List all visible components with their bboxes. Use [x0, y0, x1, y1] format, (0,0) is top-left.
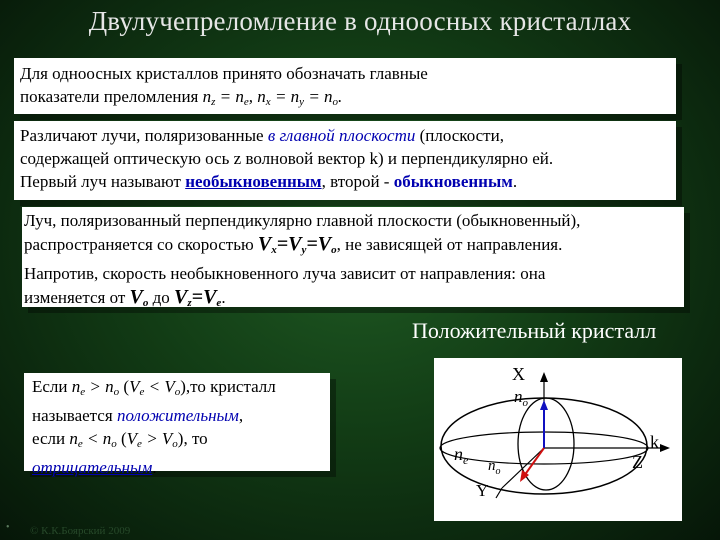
label-no-top: $n_o$ [514, 387, 528, 409]
label-no-bottom: $n_o$ [488, 458, 501, 477]
velocity-line-4: изменяется от $V_o$ до $V_z=V_e$. [24, 285, 226, 309]
index-ellipsoid-diagram [434, 358, 682, 521]
positive-crystal-heading: Положительный кристалл [412, 318, 657, 343]
footer-copyright: © К.К.Боярский 2009 [30, 525, 131, 537]
label-k: k [650, 432, 659, 452]
velocity-line-3: Напротив, скорость необыкновенного луча зависит от направления: она [24, 264, 546, 283]
rays-line-1: Различают лучи, поляризованные в главной плоскости (плоскости, [20, 126, 504, 145]
velocity-line-2: распространяется со скоростью $V_x=V_y=V_o$, не зависящей от направления. [24, 232, 563, 256]
definition-line-2: показатели преломления $n_z = n_e$, $n_x = n_y = n_o$. [20, 87, 343, 108]
footer-bullet: • [6, 522, 10, 533]
slide-title: Двулучепреломление в одноосных кристаллах [88, 6, 632, 36]
sign-line-3: если $n_e < n_o$ $(V_e > V_o)$, то [32, 429, 208, 450]
velocity-line-1: Луч, поляризованный перпендикулярно главной плоскости (обыкновенный), [24, 211, 581, 230]
label-x: X [512, 364, 525, 384]
red-vector [524, 448, 544, 476]
label-y: Y [476, 481, 489, 500]
y-axis [502, 448, 544, 488]
rays-panel [14, 121, 676, 200]
rays-line-2: содержащей оптическую ось z волновой вектор k) и перпендикулярно ей. [20, 149, 554, 168]
blue-vector-arrow [540, 400, 548, 410]
index-ellipsoid-svg [434, 358, 682, 521]
rays-line-3: Первый луч называют необыкновенным, второй - обыкновенным. [20, 172, 518, 191]
definition-panel [14, 58, 676, 114]
sign-line-2: называется положительным, [32, 406, 244, 425]
velocity-panel [22, 207, 684, 307]
x-axis-arrow [540, 372, 548, 382]
label-ne: $n_e$ [454, 444, 469, 467]
crystal-sign-panel [24, 373, 330, 477]
definition-line-1: Для одноосных кристаллов принято обозначать главные [20, 64, 428, 83]
sign-line-4: отрицательным. [32, 458, 157, 477]
z-axis-arrow [660, 444, 670, 452]
sign-line-1: Если $n_e > n_o$ $(V_e < V_o),то$ кристалл [32, 377, 276, 398]
label-z: Z [632, 452, 643, 472]
